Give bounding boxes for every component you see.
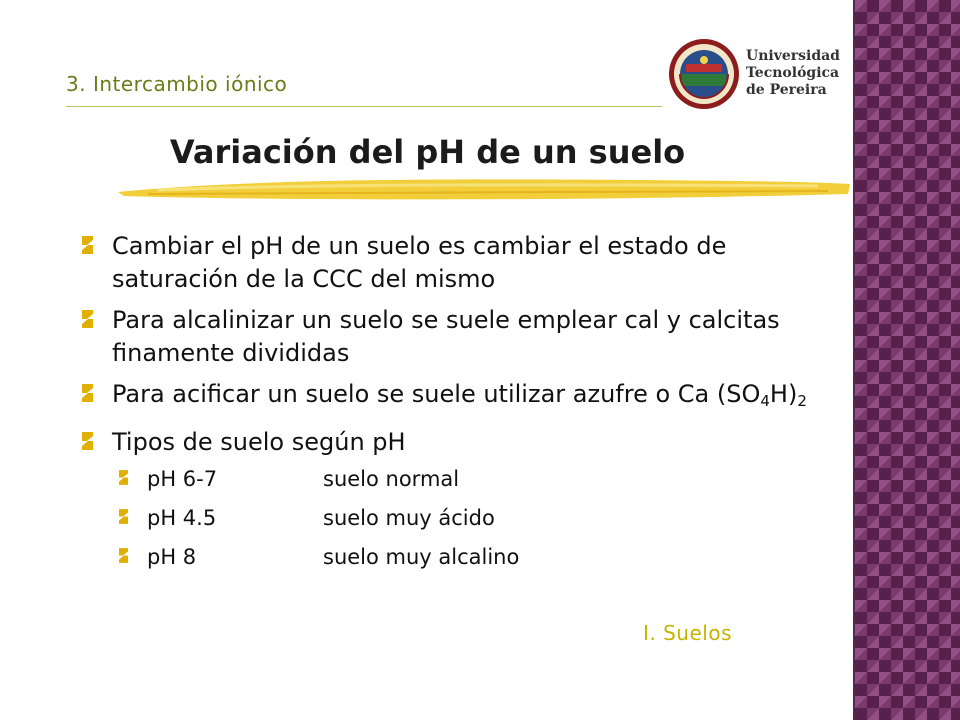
soil-type: suelo muy alcalino <box>323 545 520 569</box>
bullet-item <box>82 304 832 370</box>
bullet-text-part: H) <box>769 380 798 408</box>
ph-value: pH 4.5 <box>147 506 217 530</box>
bullet-item <box>82 378 832 418</box>
bullet-text: Para alcalinizar un suelo se suele emplear cal y calcitas finamente divididas <box>112 306 780 367</box>
bullet-icon <box>82 236 93 254</box>
university-name-line1: Universidad <box>746 48 840 64</box>
slide-title: Variación del pH de un suelo <box>169 133 686 171</box>
subscript: 2 <box>797 392 807 410</box>
footer-label: I. Suelos <box>642 621 732 645</box>
bullet-list <box>82 230 832 582</box>
bullet-text: Tipos de suelo según pH <box>112 428 406 456</box>
decorative-side-pattern <box>855 0 960 720</box>
bullet-icon <box>82 384 93 402</box>
university-name <box>746 48 840 99</box>
university-name-line3: de Pereira <box>746 82 827 98</box>
sub-bullet-icon <box>119 548 128 563</box>
subscript: 4 <box>760 392 770 410</box>
bullet-text-part: Para acificar un suelo se suele utilizar azufre o Ca (SO <box>112 380 761 408</box>
bullet-text: Cambiar el pH de un suelo es cambiar el estado de saturación de la CCC del mismo <box>112 232 727 293</box>
ph-value: pH 6-7 <box>147 467 218 491</box>
soil-type: suelo muy ácido <box>323 506 495 530</box>
sub-bullet-icon <box>119 509 128 524</box>
bullet-icon <box>82 432 93 450</box>
bullet-item <box>82 426 832 459</box>
ph-value: pH 8 <box>147 545 197 569</box>
sub-bullet-item <box>119 543 832 571</box>
bullet-item <box>82 230 832 296</box>
title-underline-brush <box>118 172 850 204</box>
sub-bullet-icon <box>119 470 128 485</box>
soil-type: suelo normal <box>323 467 460 491</box>
section-divider <box>66 106 662 107</box>
bullet-text <box>112 380 807 408</box>
university-name-line2: Tecnológica <box>746 65 840 81</box>
university-seal-icon <box>668 38 740 110</box>
bullet-icon <box>82 310 93 328</box>
sub-bullet-item <box>119 504 832 532</box>
section-label: 3. Intercambio iónico <box>66 72 288 96</box>
sub-bullet-item <box>119 465 832 493</box>
